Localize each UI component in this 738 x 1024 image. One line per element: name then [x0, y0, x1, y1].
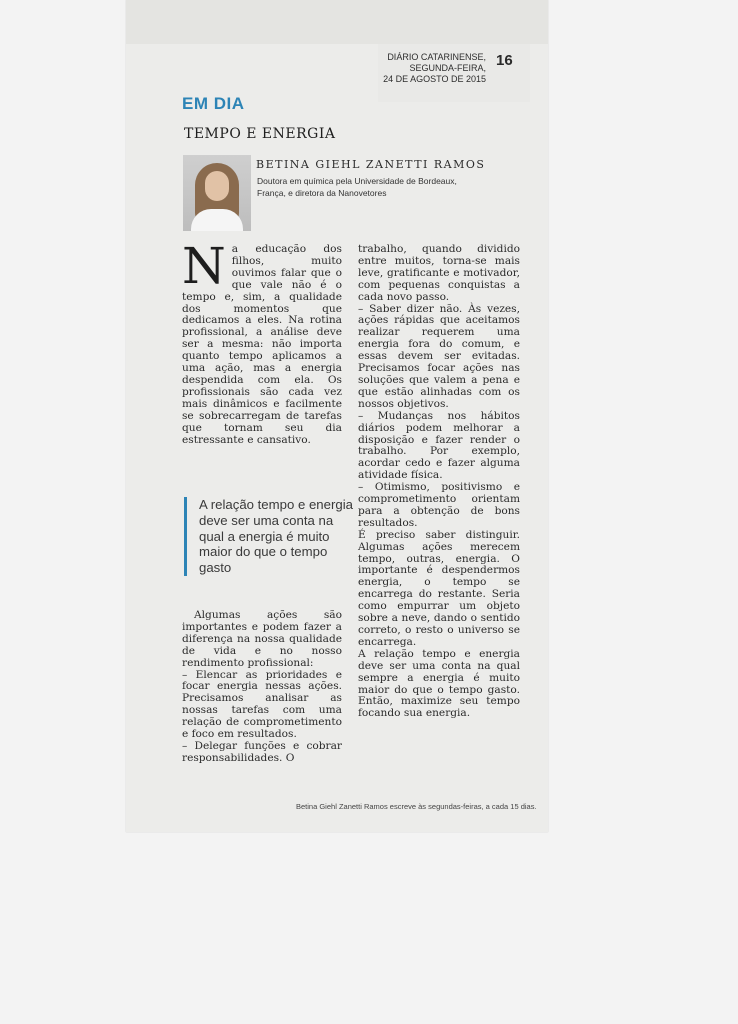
paragraph: – Otimismo, positivismo e comprometimento orientam para a obtenção de bons resultados.: [358, 481, 520, 529]
masthead-date: 24 DE AGOSTO DE 2015: [383, 74, 486, 84]
paragraph: Algumas ações são importantes e podem fazer a diferença na nossa qualidade de vida e no nosso rendimento profissional:: [182, 609, 342, 669]
masthead: [374, 52, 486, 85]
author-bio: Doutora em química pela Universidade de Bordeaux, França, e diretora da Nanovetores: [257, 176, 457, 198]
drop-cap: N: [182, 237, 226, 295]
clipping-top-strip: [126, 0, 548, 44]
paragraph: a educação dos filhos, muito ouvimos falar que o que vale não é o tempo e, sim, a qualidade dos momentos que dedicamos a eles. Na rotina profissional, a análise deve ser a mesma: não importa quanto tempo aplicamos a uma ação, mas a energia despendida com ela. Os profissionais são cada vez mais dinâmicos e facilmente se sobrecarregam de tarefas que tornam seu dia estressante e cansativo.: [182, 243, 342, 446]
paragraph: É preciso saber distinguir. Algumas ações merecem tempo, outras, energia. O importante é despendermos energia, o tempo se encarrega do restante. Seria como empurrar um objeto sobre a neve, dando o sentido correto, o resto o universo se encarrega.: [358, 528, 520, 648]
section-label: EM DIA: [182, 94, 245, 113]
paragraph: – Elencar as prioridades e focar energia nessas ações. Precisamos analisar as nossas tarefas com uma relação de comprometimento e foco em resultados.: [182, 668, 342, 741]
newspaper-clipping: [126, 0, 548, 832]
article-column-1-top: [182, 237, 342, 446]
masthead-weekday: SEGUNDA-FEIRA,: [409, 63, 486, 73]
paragraph: trabalho, quando dividido entre muitos, torna-se mais leve, gratificante e motivador, com pequenas conquistas a cada novo passo.: [358, 243, 520, 303]
paragraph: A relação tempo e energia deve ser uma conta na qual sempre a energia é muito maior do que o tempo gasto. Então, maximize seu tempo focando sua energia.: [358, 647, 520, 720]
masthead-paper: DIÁRIO CATARINENSE,: [387, 52, 486, 62]
pull-quote: A relação tempo e energia deve ser uma conta na qual a energia é muito maior do que o tempo gasto: [184, 497, 357, 576]
author-footer-note: Betina Giehl Zanetti Ramos escreve às segundas-feiras, a cada 15 dias.: [296, 802, 537, 811]
author-photo: [183, 155, 251, 231]
paragraph: – Saber dizer não. Às vezes, ações rápidas que aceitamos realizar requerem uma energia fora do comum, e essas devem ser evitadas. Precisamos focar ações nas soluções que valem a pena e que estão alinhadas com os nossos objetivos.: [358, 302, 520, 410]
article-column-2: [358, 244, 520, 720]
article-title: TEMPO E ENERGIA: [184, 126, 336, 142]
author-name: BETINA GIEHL ZANETTI RAMOS: [256, 158, 486, 171]
paragraph: – Delegar funções e cobrar responsabilidades. O: [182, 739, 342, 764]
article-column-1-bottom: [182, 610, 342, 765]
page-number: 16: [496, 52, 513, 69]
paragraph: – Mudanças nos hábitos diários podem melhorar a disposição e fazer render o trabalho. Por exemplo, acordar cedo e fazer alguma atividade física.: [358, 409, 520, 482]
